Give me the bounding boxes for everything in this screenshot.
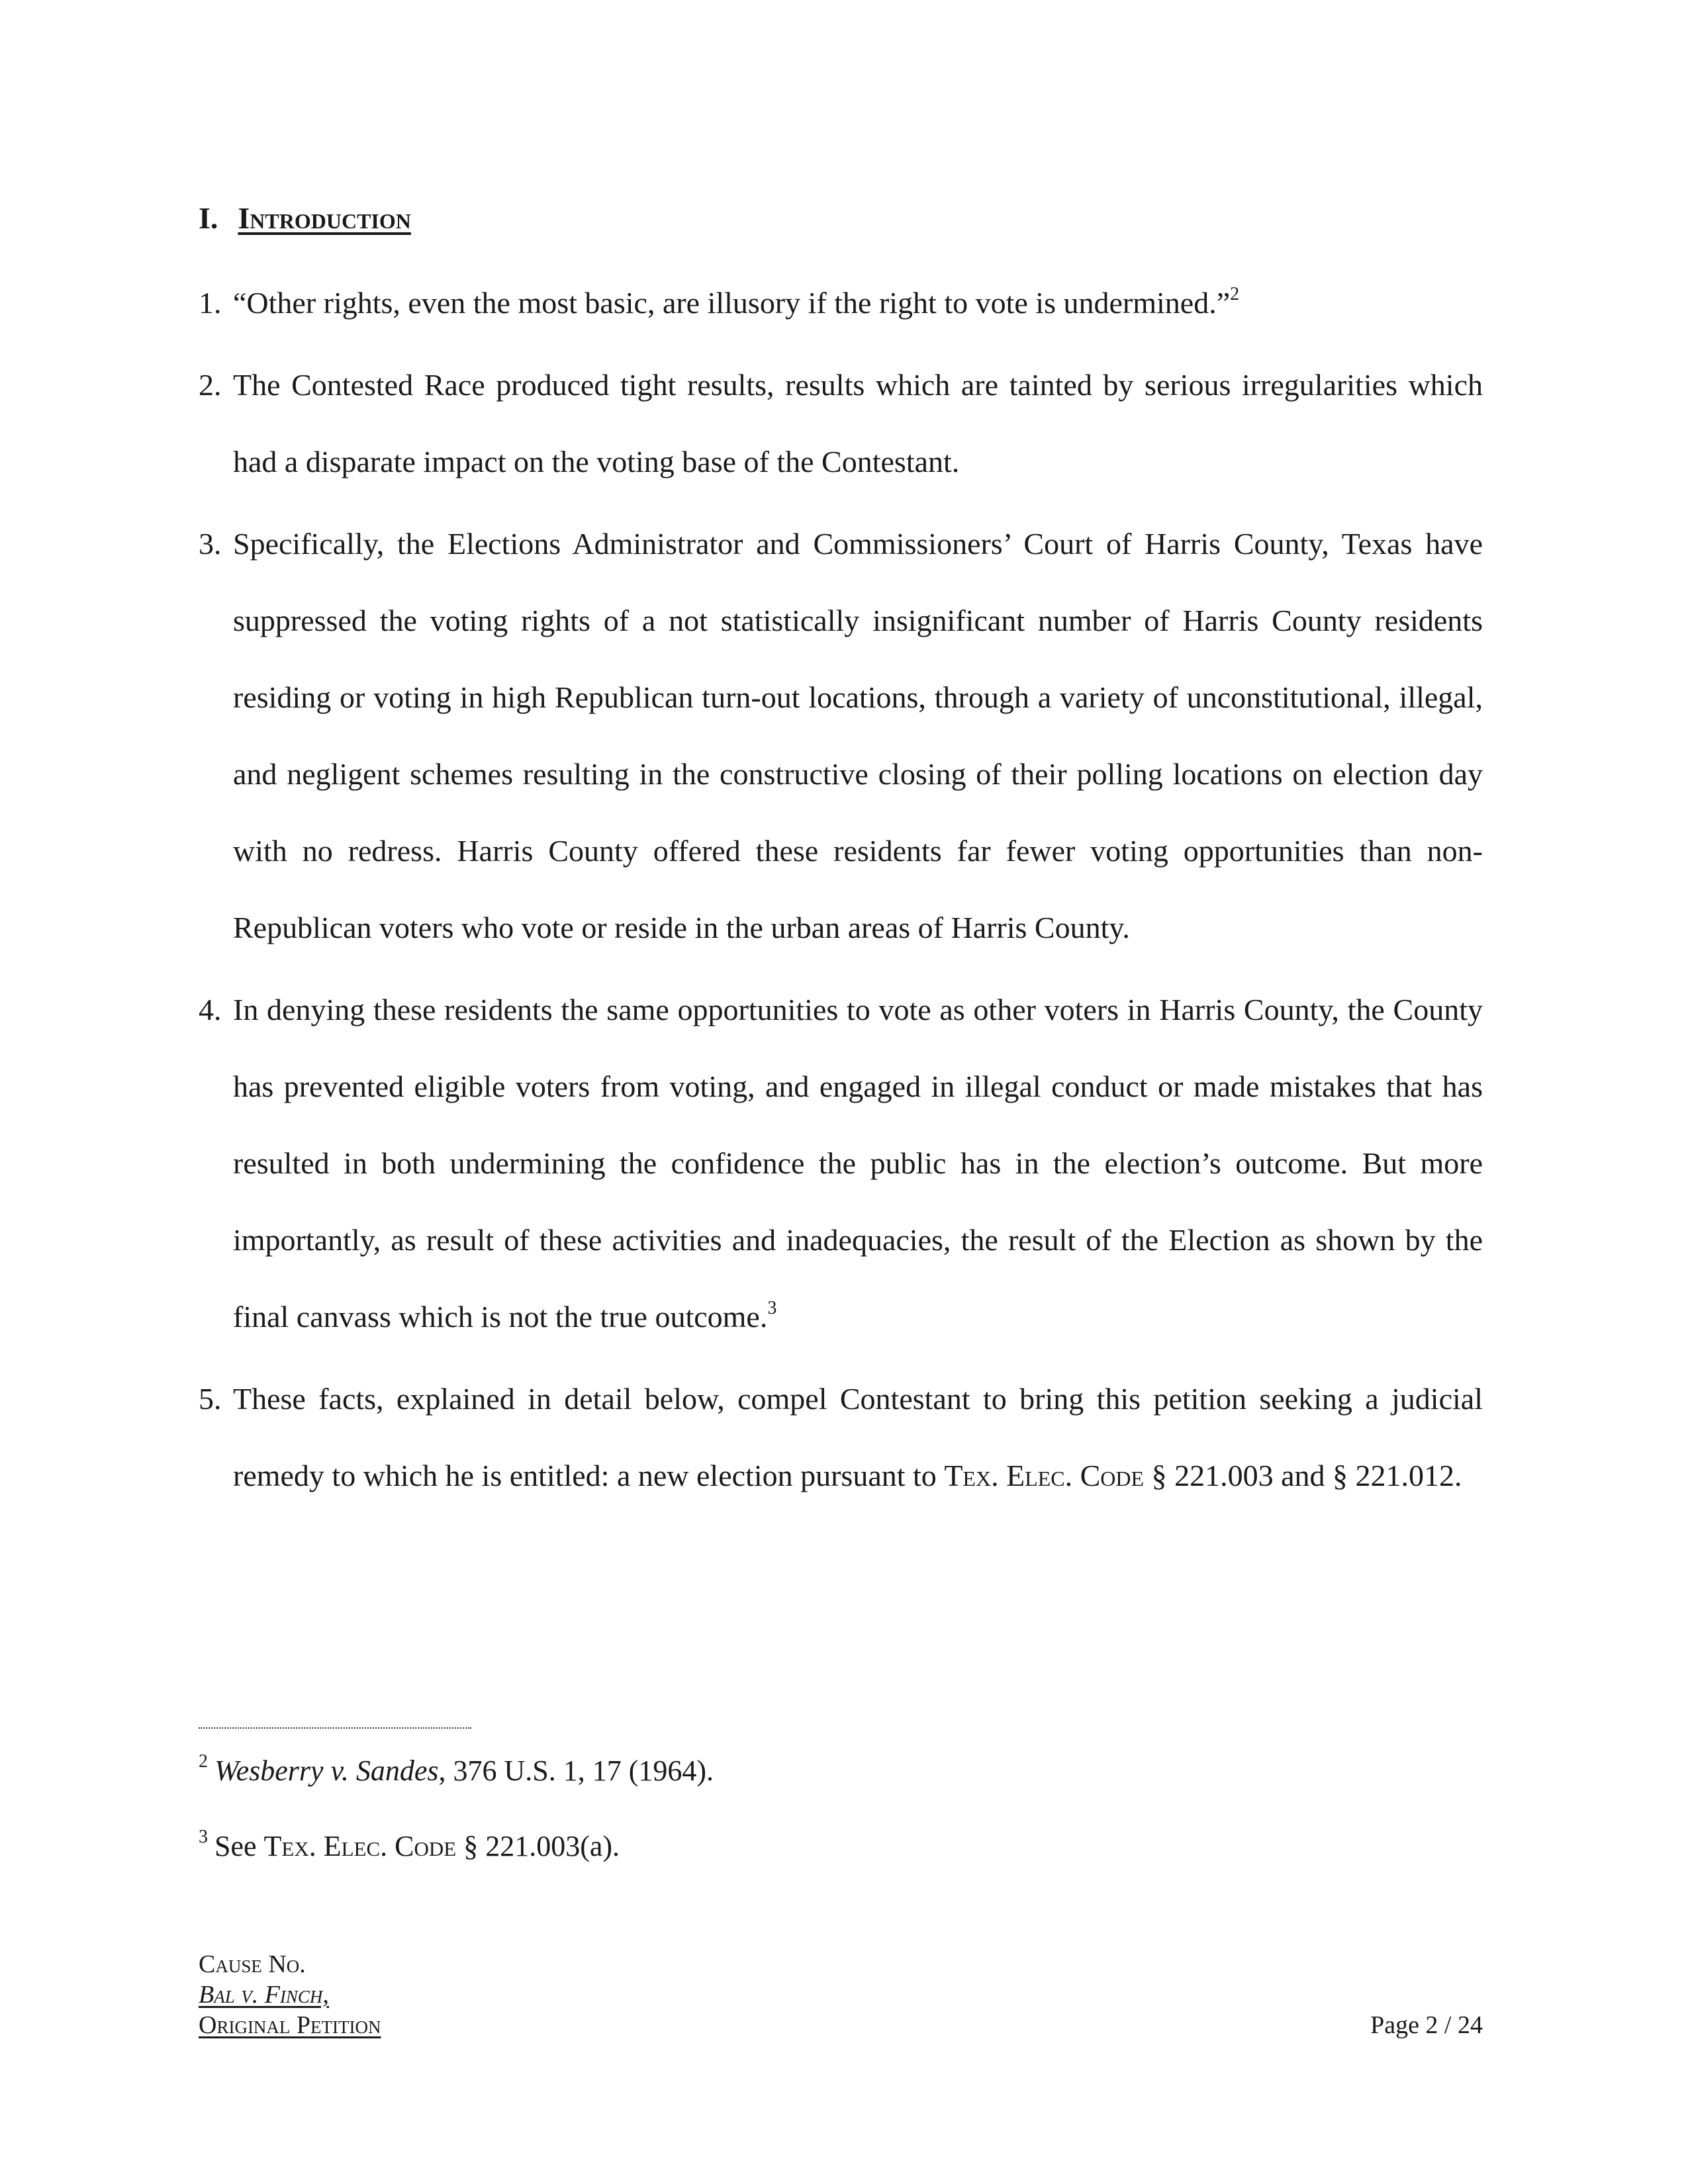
footnotes xyxy=(199,1727,1483,1902)
paragraph-text: Specifically, the Elections Administrator and Commissioners’ Court of Harris County, Texas have suppressed the voting rights of a not statistically insignificant number of Harris County residents residing or voting in high Republican turn-out locations, through a variety of unconstitutional, illegal, and negligent schemes resulting in the constructive closing of their polling locations on election day with no redress. Harris County offered these residents far fewer voting opportunities than non-Republican voters who vote or reside in the urban areas of Harris County. xyxy=(233,527,1483,944)
paragraph-3 xyxy=(199,506,1483,966)
page-footer xyxy=(199,1949,1483,2040)
paragraph-text: These facts, explained in detail below, compel Contestant to bring this petition seeking a judicial remedy to which he is entitled: a new election pursuant to xyxy=(233,1382,1483,1492)
section-number: I. xyxy=(199,201,218,235)
footnote-ref[interactable]: 2 xyxy=(1230,283,1240,304)
paragraph-4 xyxy=(199,972,1483,1355)
statute-citation: Tex. Elec. Code xyxy=(944,1459,1145,1492)
section-heading xyxy=(199,199,411,238)
case-name: Wesberry v. Sandes xyxy=(214,1754,439,1787)
paragraph-number: 3. xyxy=(199,527,222,561)
cause-number: Cause No. xyxy=(199,1950,306,1978)
section-title: Introduction xyxy=(238,201,411,235)
case-short-name: Bal v. Finch, xyxy=(199,1981,329,2009)
footnote-ref[interactable]: 3 xyxy=(767,1297,777,1318)
paragraph-number: 4. xyxy=(199,993,222,1026)
footnote-2 xyxy=(199,1751,1483,1791)
page-number: Page 2 / 24 xyxy=(1370,2011,1483,2039)
statute-citation: Tex. Elec. Code xyxy=(263,1830,457,1862)
paragraph-2 xyxy=(199,347,1483,500)
footnote-text: , 376 U.S. 1, 17 (1964). xyxy=(438,1754,714,1787)
paragraph-text: In denying these residents the same opportunities to vote as other voters in Harris County, the County has prevented eligible voters from voting, and engaged in illegal conduct or made mistakes that has resulted in both undermining the confidence the public has in the election’s outcome. But more importantly, as result of these activities and inadequacies, the result of the Election as shown by the final canvass which is not the true outcome. xyxy=(233,993,1483,1334)
paragraph-text: “Other rights, even the most basic, are illusory if the right to vote is undermined.” xyxy=(233,286,1231,320)
footnote-divider xyxy=(199,1727,471,1729)
paragraph-text-tail: § 221.003 and § 221.012. xyxy=(1144,1459,1462,1492)
paragraph-text: The Contested Race produced tight results, results which are tainted by serious irregularities which had a disparate impact on the voting base of the Contestant. xyxy=(233,368,1483,478)
paragraph-number: 5. xyxy=(199,1382,222,1416)
footnote-3 xyxy=(199,1827,1483,1866)
paragraph-number: 2. xyxy=(199,368,222,402)
document-title: Original Petition xyxy=(199,2011,381,2039)
paragraph-5 xyxy=(199,1361,1483,1514)
paragraph-number: 1. xyxy=(199,286,222,320)
body-text xyxy=(199,265,1483,1520)
footnote-text-tail: § 221.003(a). xyxy=(456,1830,620,1862)
paragraph-1 xyxy=(199,265,1483,341)
footnote-marker: 2 xyxy=(199,1751,208,1772)
footnote-marker: 3 xyxy=(199,1827,208,1848)
footnote-text: See xyxy=(214,1830,264,1862)
